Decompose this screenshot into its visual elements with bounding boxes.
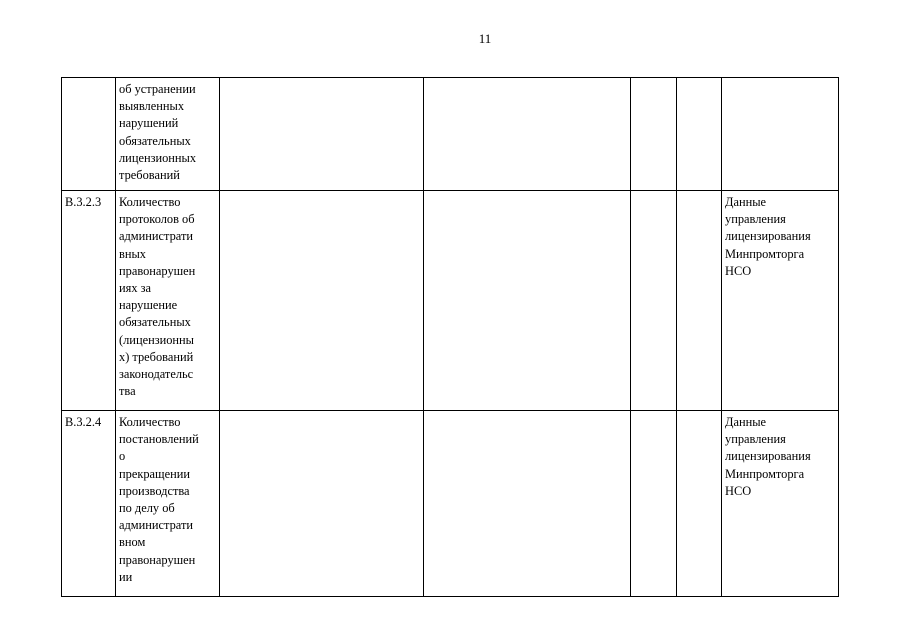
- row-code: [62, 78, 116, 191]
- source-line: Минпромторга: [725, 466, 805, 481]
- indicator-line: нарушений: [119, 116, 179, 131]
- empty-cell: [631, 411, 677, 597]
- indicator-line: обязательных: [119, 133, 191, 148]
- indicator-line: производства: [119, 483, 190, 498]
- indicator-line: лицензионных: [119, 150, 197, 165]
- source-line: НСО: [725, 483, 752, 498]
- indicator-line: администрати: [119, 229, 194, 244]
- indicator-line: тва: [119, 384, 136, 399]
- indicator-line: (лицензионны: [119, 332, 195, 347]
- empty-cell: [220, 191, 424, 411]
- indicator-line: вном: [119, 535, 146, 550]
- row-code: В.3.2.4: [62, 411, 116, 597]
- empty-cell: [631, 78, 677, 191]
- indicator-line: об устранении: [119, 82, 196, 96]
- indicator-line: обязательных: [119, 315, 191, 330]
- source-line: лицензирования: [725, 449, 811, 464]
- empty-cell: [424, 191, 631, 411]
- indicator-line: Количество: [119, 415, 181, 429]
- source-line: Минпромторга: [725, 246, 805, 261]
- indicator-line: правонарушен: [119, 263, 196, 278]
- source-cell: [722, 191, 839, 411]
- page-number: 11: [478, 31, 492, 46]
- empty-cell: [677, 78, 722, 191]
- source-line: НСО: [725, 263, 752, 278]
- empty-cell: [677, 191, 722, 411]
- source-line: лицензирования: [725, 229, 811, 244]
- indicator-line: х) требований: [119, 349, 194, 364]
- source-line: Данные: [725, 195, 767, 209]
- empty-cell: [631, 191, 677, 411]
- source-cell: [722, 411, 839, 597]
- source-line: Данные: [725, 415, 767, 429]
- row-code: В.3.2.3: [62, 191, 116, 411]
- source-line: управления: [725, 212, 786, 227]
- empty-cell: [677, 411, 722, 597]
- indicator-line: протоколов об: [119, 212, 195, 227]
- indicator-line: законодательс: [119, 367, 194, 382]
- indicator-line: ии: [119, 569, 133, 584]
- indicator-line: правонарушен: [119, 552, 196, 567]
- indicator-line: выявленных: [119, 99, 185, 114]
- indicator-line: требований: [119, 168, 180, 183]
- indicator-line: постановлений: [119, 432, 199, 447]
- empty-cell: [220, 78, 424, 191]
- empty-cell: [220, 411, 424, 597]
- indicator-cell: [116, 78, 220, 191]
- source-cell: [722, 78, 839, 191]
- source-line: управления: [725, 432, 786, 447]
- indicator-cell: [116, 191, 220, 411]
- empty-cell: [424, 78, 631, 191]
- indicator-line: прекращении: [119, 466, 190, 481]
- indicator-line: по делу об: [119, 501, 175, 516]
- table-row: [62, 191, 839, 411]
- indicator-line: иях за: [119, 281, 152, 296]
- table-row: [62, 411, 839, 597]
- indicator-cell: [116, 411, 220, 597]
- indicator-line: о: [119, 449, 126, 464]
- table-row: [62, 78, 839, 191]
- indicator-table: [61, 77, 839, 597]
- indicator-line: нарушение: [119, 298, 178, 313]
- indicator-line: администрати: [119, 518, 194, 533]
- empty-cell: [424, 411, 631, 597]
- indicator-line: Количество: [119, 195, 181, 209]
- indicator-line: вных: [119, 246, 147, 261]
